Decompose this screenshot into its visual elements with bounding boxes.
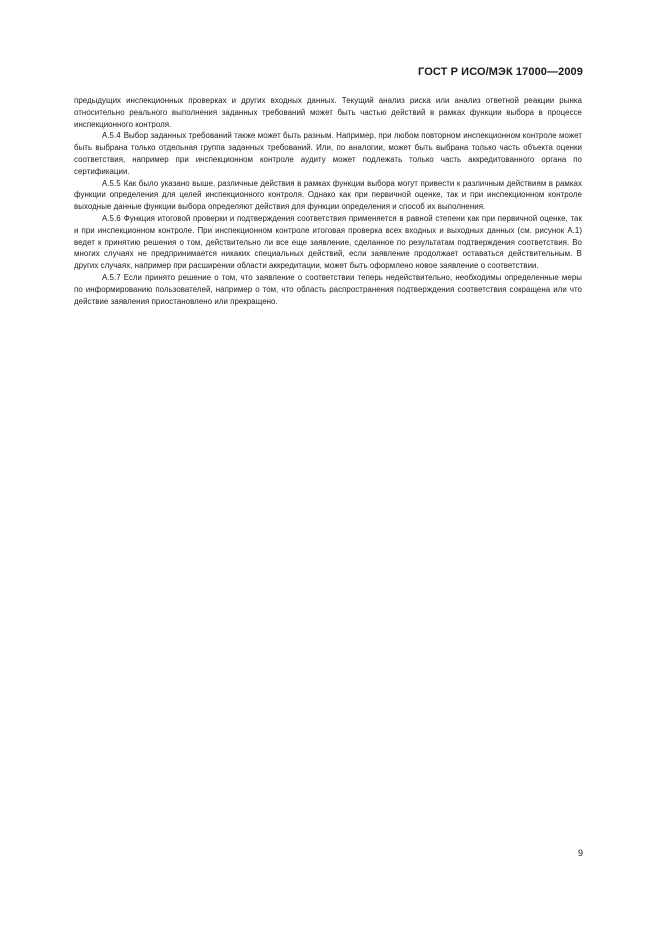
paragraph-continuation — [74, 95, 582, 130]
clause-number: А.5.7 — [102, 272, 121, 282]
paragraph-a-5-4 — [74, 130, 582, 177]
paragraph-text: Функция итоговой проверки и подтверждения соответствия применяется в равной степени как при первичной оценке, так и при инспекционном контроле. При инспекционном контроле итоговая проверка всех входных и выходных данных (см. рисунок А.1) ведет к принятию решения о том, действительно ли все еще заявление, сделанное по результатам подтверждения соответствия. Во многих случаях не предпринимается никаких специальных действий, если заявление продолжает оставаться действительным. В других случаях, например при расширении области аккредитации, может быть оформлено новое заявление о соответствии. — [74, 213, 582, 271]
paragraph-text: Выбор заданных требований также может быть разным. Например, при любом повторном инспекционном контроле может быть выбрана только отдельная группа заданных требований. Или, по аналогии, может быть выбрана только часть объекта оценки соответствия, например при инспекционном контроле аудиту может подлежать только часть аккредитованного органа по сертификации. — [74, 131, 582, 176]
clause-number: А.5.5 — [102, 178, 121, 188]
paragraph-a-5-5 — [74, 178, 582, 213]
clause-number: А.5.6 — [102, 213, 121, 223]
paragraph-text: Как было указано выше, различные действия в рамках функции выбора могут привести к различным действиям в рамках функции определения для целей инспекционного контроля. Однако как при первичной оценке, так и при инспекционном контроле выходные данные функции выбора определяют действия для функции определения и способ их выполнения. — [74, 178, 582, 212]
paragraph-text: предыдущих инспекционных проверках и других входных данных. Текущий анализ риска или анализ ответной реакции рынка относительно реального выполнения заданных требований может быть частью действий в рамках функции выбора в процессе инспекционного контроля. — [74, 96, 582, 129]
paragraph-a-5-6 — [74, 213, 582, 272]
clause-number: А.5.4 — [102, 131, 121, 141]
body-text — [74, 95, 582, 307]
paragraph-a-5-7 — [74, 272, 582, 307]
standard-code-header: ГОСТ Р ИСО/МЭК 17000—2009 — [418, 66, 583, 78]
page-number: 9 — [577, 848, 583, 858]
paragraph-text: Если принято решение о том, что заявление о соответствии теперь недействительно, необходимы определенные меры по информированию пользователей, например о том, что область распространения подтверждения соответствия сокращена или что действие заявления приостановлено или прекращено. — [74, 272, 582, 306]
